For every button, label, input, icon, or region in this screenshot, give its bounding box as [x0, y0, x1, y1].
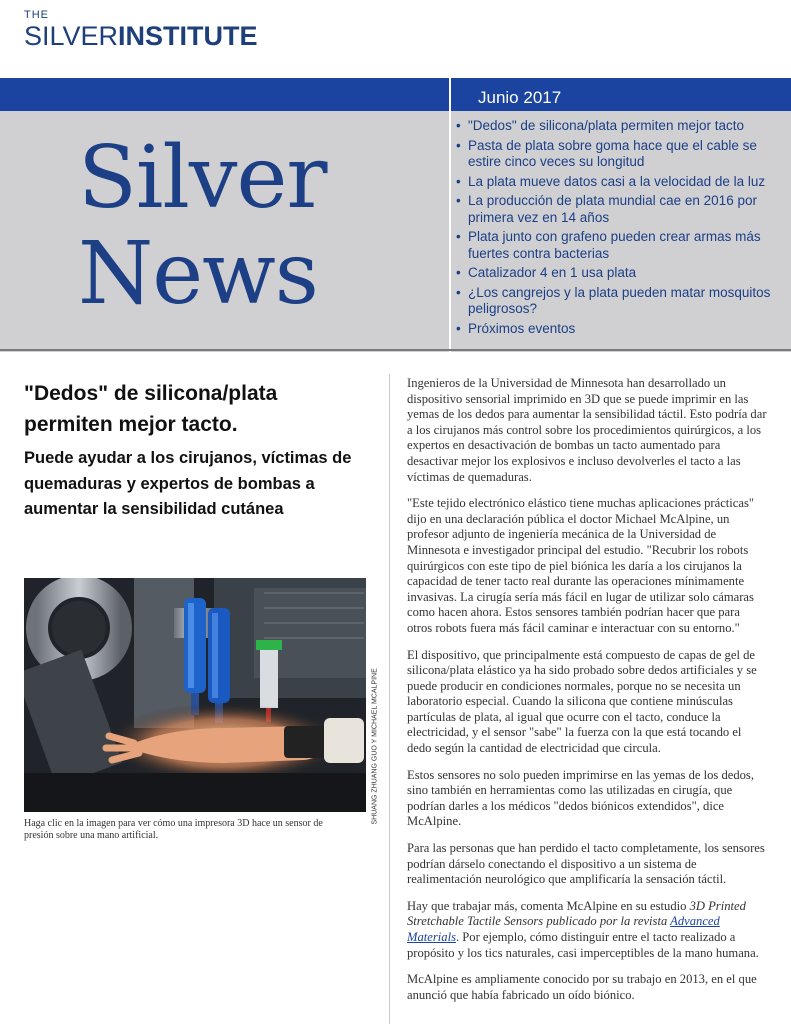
column-divider	[389, 374, 390, 1024]
toc-bullet: •	[456, 118, 461, 133]
issue-date: Junio 2017	[478, 88, 562, 107]
toc-bullet: •	[456, 173, 461, 189]
toc-item[interactable]	[456, 193, 786, 226]
toc-item[interactable]	[456, 229, 786, 262]
toc-item-label: La plata mueve datos casi a la velocidad de la luz	[468, 173, 766, 189]
toc-bullet: •	[456, 284, 461, 300]
toc-item-label: La producción de plata mundial cae en 2016 por primera vez en 14 años	[468, 193, 757, 225]
logo-wordmark	[24, 21, 258, 51]
p6-start: Hay que trabajar más, comenta McAlpine en su estudio	[407, 898, 690, 913]
logo-silver: SILVER	[24, 21, 119, 51]
article-paragraph: "Este tejido electrónico elástico tiene muchas aplicaciones prácticas" dijo en una declaración pública el doctor Michael McAlpine, un profesor adjunto de ingeniería mecánica de la Universidad de Minnesota e investigador principal del estudio. "Recubrir los robots quirúrgicos con este tipo de piel biónica les daría a los cirujanos la capacidad de tener tacto real durante las operaciones mínimamente invasivas. La cirugía sería más fácil en lugar de utilizar solo cámaras como hacen ahora. Estos sensores también podrían hacer que para otros robots fuera más fácil caminar e interactuar con su entorno."	[407, 496, 755, 635]
photo-credit	[366, 640, 378, 830]
masthead-bottom-rule	[0, 349, 791, 351]
toc-item[interactable]	[456, 321, 786, 338]
toc-item[interactable]	[456, 138, 786, 171]
toc-item-label: "Dedos" de silicona/plata permiten mejor tacto	[468, 118, 744, 133]
article-headline: "Dedos" de silicona/plata permiten mejor tacto.	[24, 382, 278, 436]
toc-bullet: •	[456, 265, 461, 280]
article-paragraph	[407, 899, 767, 961]
logo-institute: INSTITUTE	[118, 21, 258, 51]
toc-bullet: •	[456, 193, 461, 208]
toc-item[interactable]	[456, 118, 786, 135]
silver-institute-logo	[24, 10, 258, 51]
newsletter-title	[78, 130, 327, 322]
photo-credit-text: SHUANG ZHUANG GUO Y MICHAEL MCALPINE	[371, 668, 379, 825]
logo-the: THE	[24, 9, 49, 21]
article-paragraph: El dispositivo, que principalmente está compuesto de capas de gel de silicona/plata elástico ya ha sido probado sobre dedos artificiales y se puede producir en condiciones normales, porque no se necesita un laboratorio especial. Cuando la silicona que contiene minúsculas partículas de plata, al igual que ocurre con el tacto, conduce la electricidad, y el sensor "sabe" la fuerza con la que está tocando el dedo según la cantidad de electricidad que circula.	[407, 647, 757, 756]
table-of-contents	[456, 118, 786, 340]
title-line-news: News	[78, 224, 318, 324]
photo-illustration	[24, 578, 366, 812]
article-body	[407, 376, 767, 1014]
toc-item[interactable]	[456, 285, 786, 318]
toc-item[interactable]	[456, 265, 786, 282]
toc-item-label: Pasta de plata sobre goma hace que el cable se estire cinco veces su longitud	[468, 137, 757, 169]
article-paragraph: Estos sensores no solo pueden imprimirse en las yemas de los dedos, sino también en herramientas como las utilizadas en cirugía, que podrían darles a los médicos "dedos biónicos extendidos", dice McAlpine.	[407, 767, 754, 829]
p6-end: . Por ejemplo, cómo distinguir entre el tacto realizado a propósito y los tics naturales, casi imperceptibles de la mano humana.	[407, 930, 759, 960]
toc-bullet: •	[456, 320, 461, 336]
journal-link[interactable]: Advanced Materials	[407, 914, 720, 944]
photo-caption: Haga clic en la imagen para ver cómo una impresora 3D hace un sensor de presión sobre una mano artificial.	[24, 818, 323, 841]
article-paragraph: McAlpine es ampliamente conocido por su trabajo en 2013, en el que anunció que había fabricado un oído biónico.	[407, 972, 757, 1002]
toc-bullet: •	[456, 229, 461, 244]
toc-item-label: Plata junto con grafeno pueden crear armas más fuertes contra bacterias	[468, 229, 761, 261]
masthead-blue-bar	[0, 78, 791, 111]
article-paragraph: Ingenieros de la Universidad de Minnesota han desarrollado un dispositivo sensorial imprimido en 3D que se puede imprimir en las yemas de los dedos para aumentar la sensibilidad táctil. Esto podría dar a los cirujanos más control sobre los procedimientos quirúrgicos, a los expertos en desactivación de bombas un tacto aumentado para desactivar mejor los explosivos e incluso devolverles el tacto a las víctimas de quemaduras.	[407, 376, 767, 484]
title-line-silver: Silver	[78, 128, 327, 228]
article-paragraph: Para las personas que han perdido el tacto completamente, los sensores podrían dárselo conectando el dispositivo a un sistema de realimentación neurológico que amplificaría la sensación táctil.	[407, 841, 765, 887]
study-title: 3D Printed Stretchable Tactile Sensors publicado por la revista	[407, 898, 746, 929]
toc-item[interactable]	[456, 174, 786, 191]
article-subheadline: Puede ayudar a los cirujanos, víctimas de quemaduras y expertos de bombas a aumentar la sensibilidad cutánea	[24, 449, 352, 518]
toc-item-label: Próximos eventos	[468, 320, 576, 336]
masthead-divider	[449, 78, 451, 352]
toc-bullet: •	[456, 137, 461, 153]
toc-item-label: Catalizador 4 en 1 usa plata	[468, 265, 637, 280]
printer-hand-photo[interactable]	[24, 578, 366, 812]
toc-item-label: ¿Los cangrejos y la plata pueden matar mosquitos peligrosos?	[468, 284, 771, 316]
